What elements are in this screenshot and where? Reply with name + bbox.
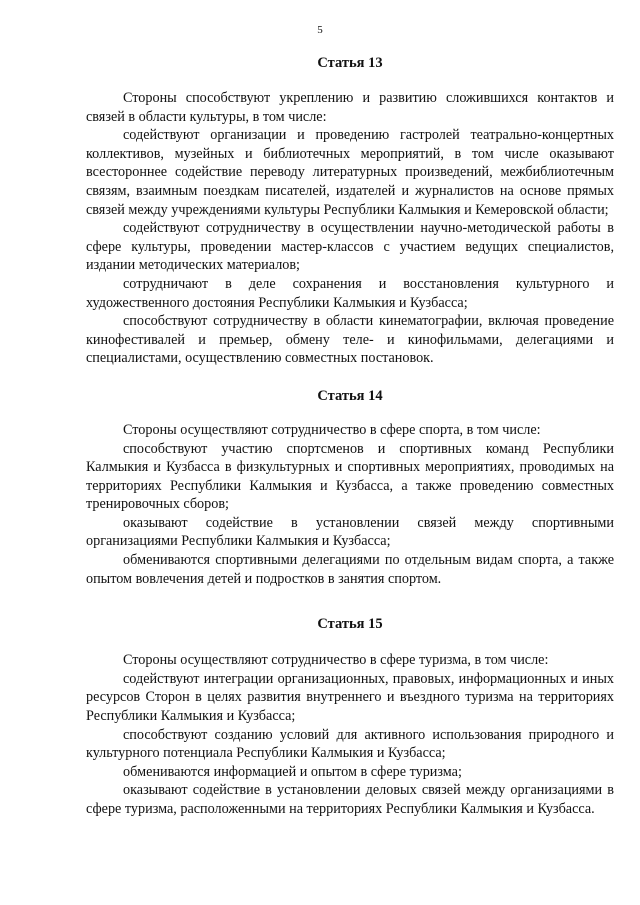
- paragraph: Стороны осуществляют сотрудничество в сфере туризма, в том числе:: [123, 652, 549, 669]
- paragraph: оказывают содействие в установлении деловых связей между организациями в сфере туризма, расположенными на территориях Республики Калмыкия и Кузбасса.: [86, 782, 614, 817]
- paragraph: способствуют созданию условий для активного использования природного и культурного потенциала Республики Калмыкия и Кузбасса;: [86, 726, 614, 762]
- paragraph: способствуют участию спортсменов и спортивных команд Республики Калмыкия и Кузбасса в физкультурных и спортивных мероприятиях, проводимых на территориях Республики Калмыкия и Кузбасса, а также проведению совместных тренировочных сборов;: [86, 440, 614, 513]
- paragraph: способствуют сотрудничеству в области кинематографии, включая проведение кинофестивалей и премьер, обмену теле- и кинофильмами, делегациями и специалистами, осуществлению совместных постановок.: [86, 313, 614, 367]
- paragraph: содействуют интеграции организационных, правовых, информационных и иных ресурсов Сторон в целях развития внутреннего и въездного туризма на территориях Республики Калмыкия и Кузбасса;: [86, 670, 614, 725]
- paragraph: обмениваются информацией и опытом в сфере туризма;: [123, 763, 462, 780]
- article-14: [86, 387, 614, 588]
- paragraph: содействуют организации и проведению гастролей театрально-концертных коллективов, музейных и библиотечных мероприятий, в том числе оказывают всестороннее содействие переводу литературных произведений, межбиблиотечным связям, взаимным поездкам писателей, издателей и журналистов на основе прямых связей между учреждениями культуры Республики Калмыкия и Кемеровской области;: [86, 127, 614, 218]
- paragraph: содействуют сотрудничеству в осуществлении научно-методической работы в сфере культуры, проведении мастер-классов с участием ведущих специалистов, издании методических материалов;: [86, 220, 614, 274]
- paragraph: оказывают содействие в установлении связей между спортивными организациями Республики Калмыкия и Кузбасса;: [86, 514, 614, 550]
- article-title: Статья 13: [317, 55, 383, 71]
- paragraph: сотрудничают в деле сохранения и восстановления культурного и художественного достояния Республики Калмыкия и Кузбасса;: [86, 275, 614, 311]
- paragraph: обмениваются спортивными делегациями по отдельным видам спорта, а также опытом вовлечения детей и подростков в занятия спортом.: [86, 552, 614, 587]
- article-15: [86, 615, 614, 818]
- page-number: 5: [317, 24, 323, 36]
- document-body: [86, 54, 614, 819]
- paragraph: Стороны осуществляют сотрудничество в сфере спорта, в том числе:: [123, 421, 541, 438]
- paragraph: Стороны способствуют укреплению и развитию сложившихся контактов и связей в области культуры, в том числе:: [86, 90, 614, 125]
- article-13: [86, 54, 614, 368]
- article-title: Статья 15: [317, 616, 383, 633]
- article-title: Статья 14: [317, 387, 383, 404]
